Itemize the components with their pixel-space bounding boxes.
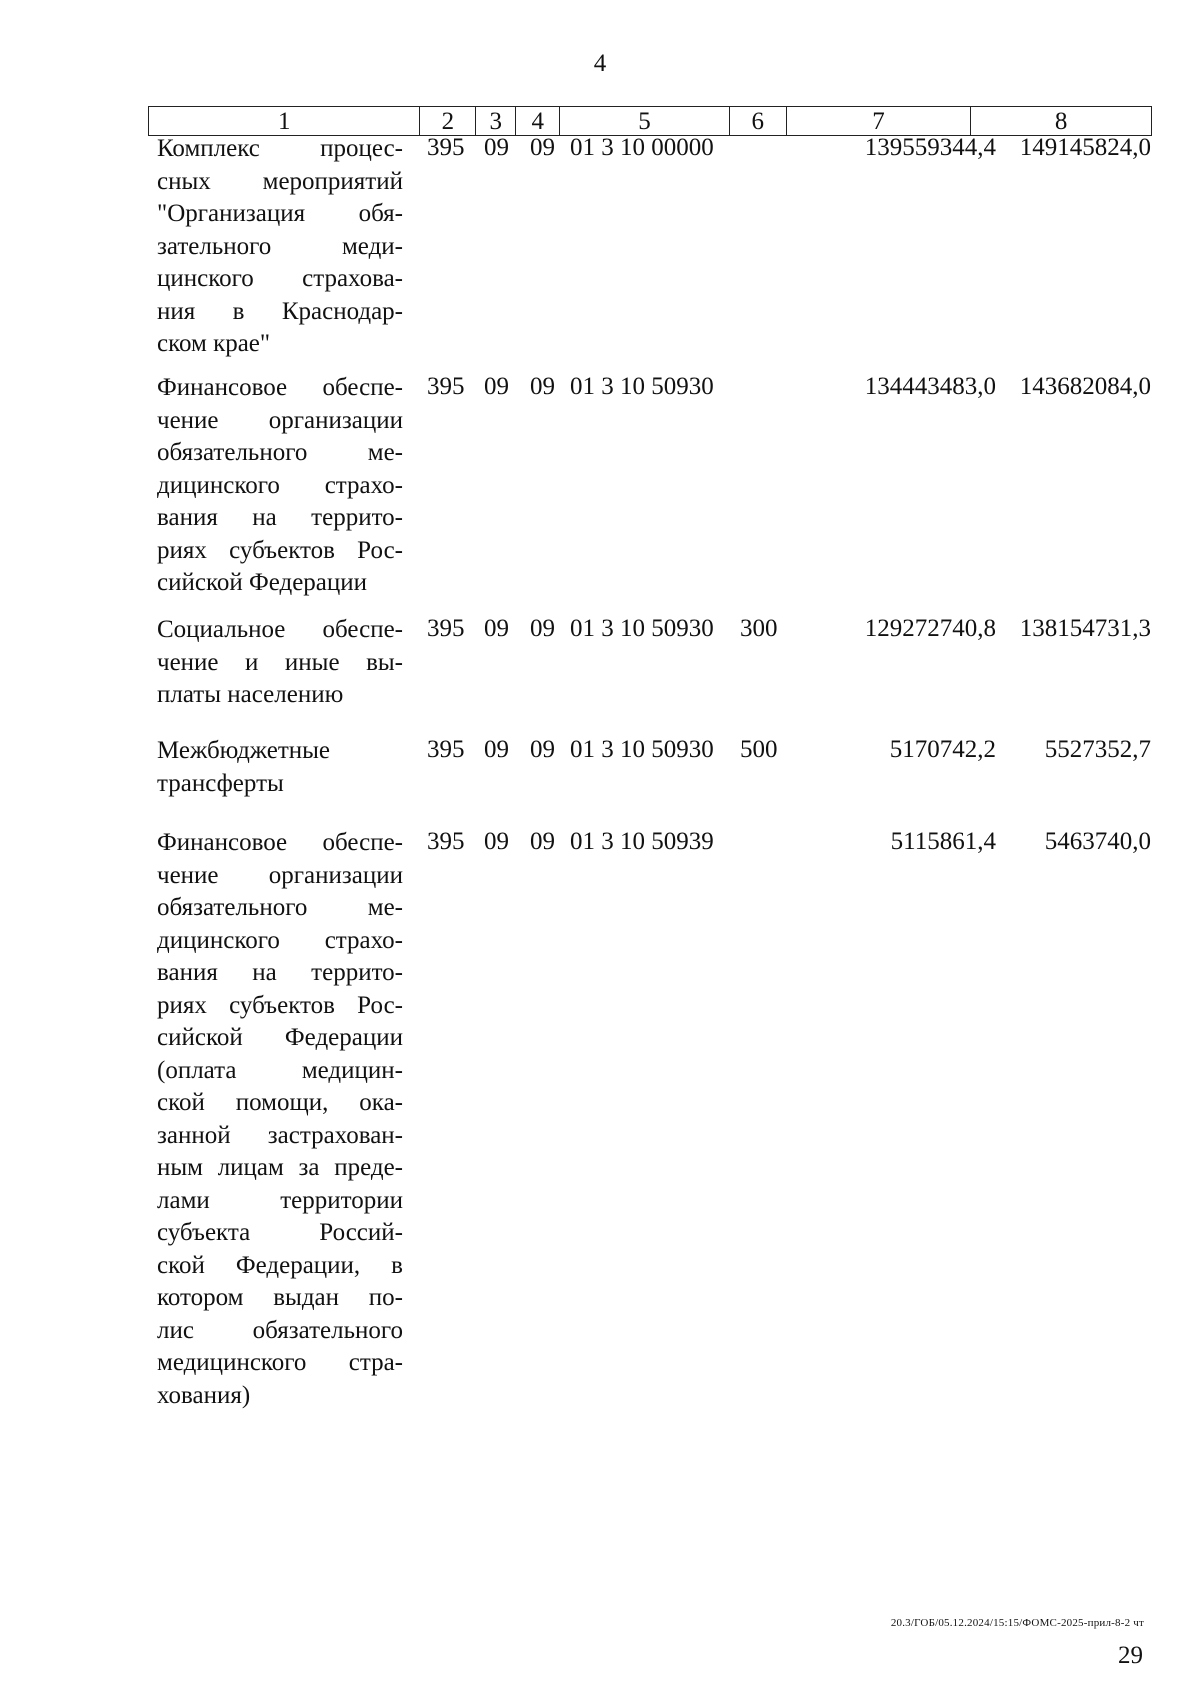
target-article-code: 01 3 10 50939 xyxy=(570,828,714,855)
row-name-line: риях субъектов Рос- xyxy=(157,991,403,1019)
row-name-line: занной застрахован- xyxy=(157,1121,403,1149)
subsection-code: 09 xyxy=(530,615,555,642)
header-col-5: 5 xyxy=(560,107,730,135)
admin-code: 395 xyxy=(427,736,465,763)
expense-type-code: 500 xyxy=(740,736,778,763)
row-name-line: ным лицам за преде- xyxy=(157,1154,403,1181)
admin-code: 395 xyxy=(427,134,465,161)
amount-year-2: 5463740,0 xyxy=(1044,828,1151,855)
row-name-line: вания на террито- xyxy=(157,959,403,986)
row-name xyxy=(157,614,403,712)
row-name-line: лами территории xyxy=(157,1186,403,1214)
row-name xyxy=(157,827,403,1412)
row-name-line: сийской Федерации xyxy=(157,1024,403,1051)
row-name-line: платы населению xyxy=(157,681,344,708)
header-col-2: 2 xyxy=(420,107,476,135)
amount-year-2: 138154731,3 xyxy=(1019,615,1151,642)
target-article-code: 01 3 10 50930 xyxy=(570,615,714,642)
amount-year-1: 134443483,0 xyxy=(864,373,996,400)
row-name-line: Комплекс процес- xyxy=(157,135,403,162)
header-col-1: 1 xyxy=(149,107,420,135)
row-name-line: трансферты xyxy=(157,769,284,797)
header-col-3: 3 xyxy=(476,107,516,135)
row-name-line: дицинского страхо- xyxy=(157,926,403,954)
admin-code: 395 xyxy=(427,373,465,400)
row-name-line: риях субъектов Рос- xyxy=(157,536,403,564)
subsection-code: 09 xyxy=(530,373,555,400)
section-code: 09 xyxy=(484,828,509,855)
section-code: 09 xyxy=(484,615,509,642)
row-name-line: ском крае" xyxy=(157,330,271,357)
row-name xyxy=(157,735,403,800)
subsection-code: 09 xyxy=(530,828,555,855)
page-number-bottom: 29 xyxy=(1118,1642,1143,1669)
row-name-line: хования) xyxy=(157,1381,251,1409)
row-name-line: Финансовое обеспе- xyxy=(157,374,403,401)
row-name-line: лис обязательного xyxy=(157,1316,403,1344)
section-code: 09 xyxy=(484,373,509,400)
admin-code: 395 xyxy=(427,828,465,855)
amount-year-1: 129272740,8 xyxy=(864,615,996,642)
amount-year-2: 143682084,0 xyxy=(1019,373,1151,400)
header-col-8: 8 xyxy=(1054,107,1068,135)
target-article-code: 01 3 10 00000 xyxy=(570,134,714,161)
row-name-line: сных мероприятий xyxy=(157,167,403,195)
row-name-line: чение организации xyxy=(157,861,403,889)
header-col-4: 4 xyxy=(516,107,560,135)
row-name-line: ния в Краснодар- xyxy=(157,297,403,325)
row-name-line: субъекта Россий- xyxy=(157,1219,403,1246)
row-name-line: обязательного ме- xyxy=(157,439,403,466)
subsection-code: 09 xyxy=(530,134,555,161)
amount-year-1: 139559344,4 xyxy=(864,134,996,161)
row-name xyxy=(157,133,403,361)
row-name-line: дицинского страхо- xyxy=(157,471,403,499)
row-name-line: цинского страхова- xyxy=(157,265,403,292)
header-col-7: 7 xyxy=(787,107,972,135)
page-number-top: 4 xyxy=(593,50,607,77)
subsection-code: 09 xyxy=(530,736,555,763)
row-name-line: "Организация обя- xyxy=(157,200,403,227)
row-name-line: медицинского стра- xyxy=(157,1349,403,1376)
row-name-line: Межбюджетные xyxy=(157,737,331,764)
expense-type-code: 300 xyxy=(740,615,778,642)
row-name-line: ской Федерации, в xyxy=(157,1251,403,1279)
amount-year-1: 5115861,4 xyxy=(890,828,996,855)
section-code: 09 xyxy=(484,134,509,161)
target-article-code: 01 3 10 50930 xyxy=(570,736,714,763)
section-code: 09 xyxy=(484,736,509,763)
row-name-line: вания на террито- xyxy=(157,504,403,531)
row-name-line: обязательного ме- xyxy=(157,894,403,921)
row-name-line: зательного меди- xyxy=(157,232,403,260)
amount-year-1: 5170742,2 xyxy=(889,736,996,763)
admin-code: 395 xyxy=(427,615,465,642)
document-code: 20.3/ГОБ/05.12.2024/15:15/ФОМС-2025-прил-8-2 чт xyxy=(890,1617,1144,1629)
row-name-line: Финансовое обеспе- xyxy=(157,829,403,856)
row-name xyxy=(157,372,403,600)
row-name-line: котором выдан по- xyxy=(157,1284,403,1311)
table-header xyxy=(148,106,1152,136)
row-name-line: (оплата медицин- xyxy=(157,1056,403,1084)
amount-year-2: 5527352,7 xyxy=(1044,736,1151,763)
row-name-line: чение организации xyxy=(157,406,403,434)
amount-year-2: 149145824,0 xyxy=(1019,134,1151,161)
row-name-line: чение и иные вы- xyxy=(157,648,403,676)
row-name-line: сийской Федерации xyxy=(157,569,368,596)
row-name-line: Социальное обеспе- xyxy=(157,616,403,643)
target-article-code: 01 3 10 50930 xyxy=(570,373,714,400)
header-col-6: 6 xyxy=(730,107,787,135)
row-name-line: ской помощи, ока- xyxy=(157,1089,403,1116)
